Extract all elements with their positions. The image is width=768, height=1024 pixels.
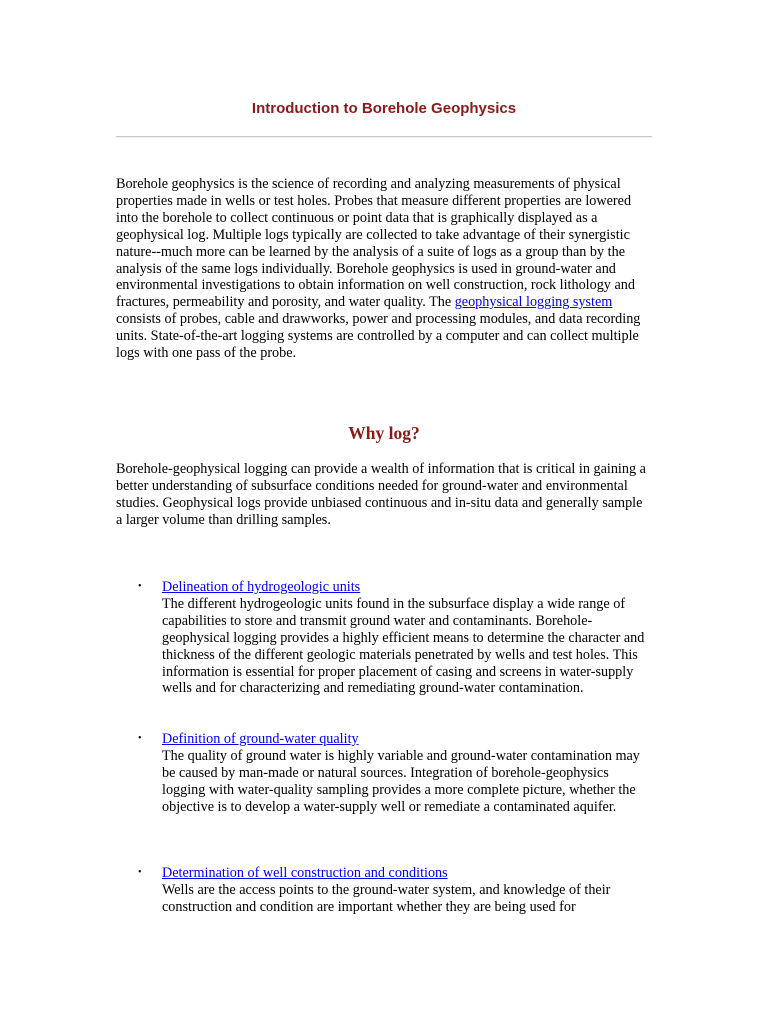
page-title: Introduction to Borehole Geophysics bbox=[251, 100, 517, 117]
horizontal-rule bbox=[116, 136, 652, 138]
geophysical-logging-system-link[interactable]: geophysical logging system bbox=[454, 294, 613, 311]
well-construction-description: Wells are the access points to the ground-water system, and knowledge of their construction and condition are important whether they are being used for bbox=[162, 881, 611, 915]
bullet-icon: • bbox=[138, 733, 142, 744]
intro-text-before-link: Borehole geophysics is the science of recording and analyzing measurements of physical properties made in wells or test holes. Probes that measure different properties are lowered into the borehole to collect continuous or point data that is graphically displayed as a geophysical log. Multiple logs typically are collected to take advantage of their synergistic nature--much more can be learned by the analysis of a suite of logs as a group than by the analysis of the same logs individually. Borehole geophysics is used in ground-water and environmental investigations to obtain information on well construction, rock lithology and fractures, permeability and porosity, and water quality. The bbox=[116, 176, 635, 311]
why-log-heading: Why log? bbox=[348, 423, 420, 443]
intro-paragraph bbox=[116, 176, 648, 362]
ground-water-quality-description: The quality of ground water is highly variable and ground-water contamination may be caused by man-made or natural sources. Integration of borehole-geophysics logging with water-quality sampling provides a more complete picture, whether the objective is to develop a water-supply well or remediate a contaminated aquifer. bbox=[162, 747, 640, 815]
why-log-paragraph: Borehole-geophysical logging can provide a wealth of information that is critical in gaining a better understanding of subsurface conditions needed for ground-water and environmental studies. Geophysical logs provide unbiased continuous and in-situ data and generally sample a larger volume than drilling samples. bbox=[116, 461, 646, 528]
well-construction-link[interactable]: Determination of well construction and conditions bbox=[162, 865, 448, 881]
hydrogeologic-units-link[interactable]: Delineation of hydrogeologic units bbox=[162, 579, 361, 595]
list-item-hydrogeologic-units bbox=[138, 579, 652, 697]
bullet-icon: • bbox=[138, 581, 142, 592]
list-item-well-construction bbox=[138, 865, 652, 916]
hydrogeologic-units-description: The different hydrogeologic units found in the subsurface display a wide range of capabilities to store and transmit ground water and contaminants. Borehole-geophysical logging provides a highly efficient means to determine the character and thickness of the different geologic materials penetrated by wells and test holes. This information is essential for proper placement of casing and screens in water-supply wells and for characterizing and remediating ground-water contamination. bbox=[162, 595, 645, 697]
list-item-ground-water-quality bbox=[138, 731, 652, 816]
bullet-icon: • bbox=[138, 867, 142, 878]
ground-water-quality-link[interactable]: Definition of ground-water quality bbox=[162, 731, 359, 747]
intro-text-after-link: consists of probes, cable and drawworks, power and processing modules, and data recording units. State-of-the-art logging systems are controlled by a computer and can collect multiple logs with one pass of the probe. bbox=[116, 311, 641, 362]
